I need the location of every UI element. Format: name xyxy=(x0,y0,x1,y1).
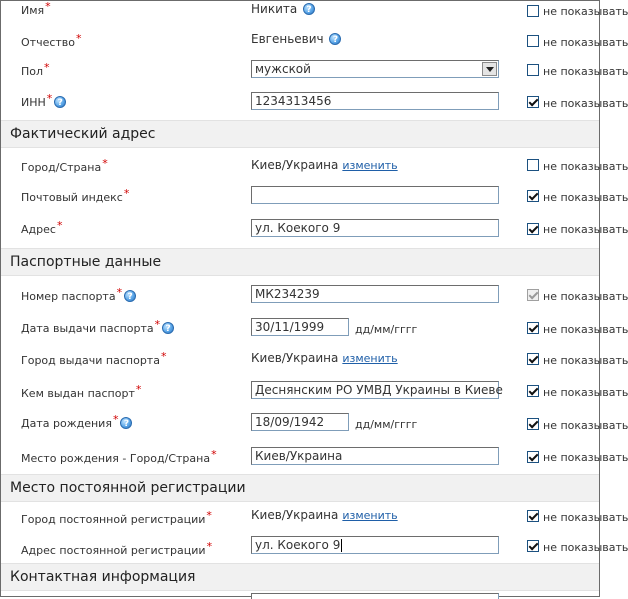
hide-label-issued-by: не показывать xyxy=(543,386,628,399)
issue-date-input[interactable]: 30/11/1999 xyxy=(251,318,349,336)
hide-label-birth-date: не показывать xyxy=(543,419,628,432)
hide-label-patronymic: не показывать xyxy=(543,36,628,49)
label-address: Адрес* xyxy=(21,219,63,236)
section-passport: Паспортные данные xyxy=(1,248,599,276)
reg-address-input[interactable]: ул. Коекого 9 xyxy=(251,536,499,554)
hide-checkbox-address[interactable] xyxy=(527,223,539,235)
hide-checkbox-reg-address[interactable] xyxy=(527,540,539,552)
help-icon[interactable]: ? xyxy=(303,3,315,15)
value-issue-city: Киев/Украина изменить xyxy=(251,351,398,365)
hide-checkbox-patronymic[interactable] xyxy=(527,35,539,47)
hide-label-postcode: не показывать xyxy=(543,191,628,204)
hide-checkbox-reg-city[interactable] xyxy=(527,510,539,522)
hide-label-address: не показывать xyxy=(543,223,628,236)
hide-label-issue-date: не показывать xyxy=(543,323,628,336)
label-postcode: Почтовый индекс* xyxy=(21,187,130,204)
label-inn: ИНН* ? xyxy=(21,96,66,109)
section-actual-address: Фактический адрес xyxy=(1,120,599,148)
passport-number-input[interactable]: МК234239 xyxy=(251,285,499,303)
birth-date-format: дд/мм/гггг xyxy=(355,418,418,431)
hide-checkbox-name[interactable] xyxy=(527,5,539,17)
label-reg-address: Адрес постоянной регистрации* xyxy=(21,540,213,557)
text-caret xyxy=(341,539,342,552)
hide-checkbox-passport-number[interactable] xyxy=(527,289,539,301)
hide-label-passport-number: не показывать xyxy=(543,290,628,303)
section-registration: Место постоянной регистрации xyxy=(1,474,599,502)
label-issued-by: Кем выдан паспорт* xyxy=(21,383,142,400)
label-city: Город/Страна* xyxy=(21,157,108,174)
hide-checkbox-inn[interactable] xyxy=(527,96,539,108)
hide-checkbox-issue-city[interactable] xyxy=(527,353,539,365)
birth-place-input[interactable]: Киев/Украина xyxy=(251,447,499,465)
hide-checkbox-postcode[interactable] xyxy=(527,190,539,202)
label-reg-city: Город постоянной регистрации* xyxy=(21,509,212,526)
postcode-input[interactable] xyxy=(251,186,499,204)
change-reg-city-link[interactable]: изменить xyxy=(342,509,398,522)
change-issue-city-link[interactable]: изменить xyxy=(342,352,398,365)
label-gender: Пол* xyxy=(21,61,50,78)
help-icon[interactable]: ? xyxy=(124,290,136,302)
label-issue-date: Дата выдачи паспорта* ? xyxy=(21,322,174,335)
label-name: Имя* xyxy=(21,0,51,17)
value-name: Никита ? xyxy=(251,2,315,16)
hide-checkbox-birth-place[interactable] xyxy=(527,451,539,463)
issued-by-input[interactable]: Деснянским РО УМВД Украины в Киеве xyxy=(251,381,499,399)
birth-date-input[interactable]: 18/09/1942 xyxy=(251,413,349,431)
value-patronymic: Евгеньевич ? xyxy=(251,32,341,46)
hide-label-gender: не показывать xyxy=(543,65,628,78)
inn-input[interactable]: 1234313456 xyxy=(251,92,499,110)
value-city: Киев/Украина изменить xyxy=(251,158,398,172)
hide-label-birth-place: не показывать xyxy=(543,451,628,464)
help-icon[interactable]: ? xyxy=(329,33,341,45)
address-input[interactable]: ул. Коекого 9 xyxy=(251,219,499,237)
hide-checkbox-issue-date[interactable] xyxy=(527,322,539,334)
label-birth-date: Дата рождения* ? xyxy=(21,417,132,430)
value-reg-city: Киев/Украина изменить xyxy=(251,508,398,522)
hide-label-name: не показывать xyxy=(543,5,628,18)
hide-label-reg-address: не показывать xyxy=(543,541,628,554)
help-icon[interactable]: ? xyxy=(162,322,174,334)
hide-label-reg-city: не показывать xyxy=(543,511,628,524)
contact-input-partial[interactable] xyxy=(251,593,499,599)
label-issue-city: Город выдачи паспорта* xyxy=(21,350,167,367)
hide-checkbox-issued-by[interactable] xyxy=(527,385,539,397)
section-contact: Контактная информация xyxy=(1,563,599,591)
change-city-link[interactable]: изменить xyxy=(342,159,398,172)
chevron-down-icon[interactable] xyxy=(482,62,497,76)
hide-label-issue-city: не показывать xyxy=(543,354,628,367)
hide-checkbox-gender[interactable] xyxy=(527,64,539,76)
help-icon[interactable]: ? xyxy=(120,417,132,429)
label-patronymic: Отчество* xyxy=(21,32,82,49)
hide-checkbox-city[interactable] xyxy=(527,159,539,171)
label-birth-place: Место рождения - Город/Страна* xyxy=(21,448,217,465)
issue-date-format: дд/мм/гггг xyxy=(355,323,418,336)
hide-label-inn: не показывать xyxy=(543,97,628,110)
gender-select[interactable]: мужской xyxy=(251,60,499,78)
hide-label-city: не показывать xyxy=(543,160,628,173)
label-passport-number: Номер паспорта* ? xyxy=(21,290,136,303)
hide-checkbox-birth-date[interactable] xyxy=(527,418,539,430)
help-icon[interactable]: ? xyxy=(54,96,66,108)
